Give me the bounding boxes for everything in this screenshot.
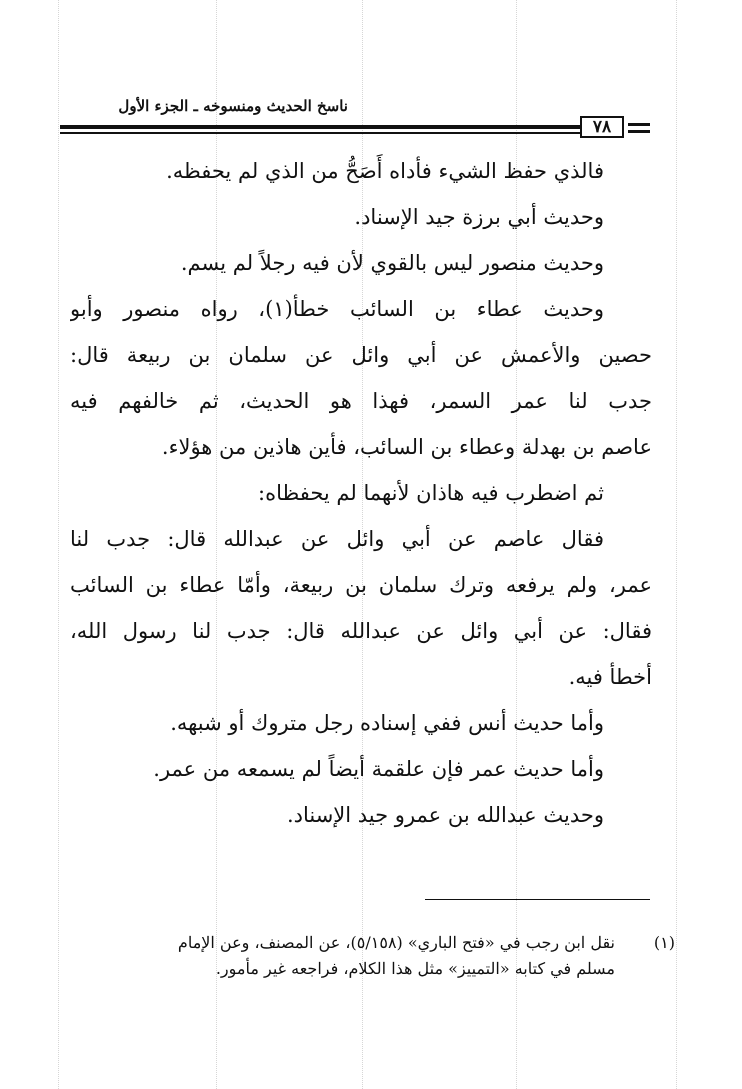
paragraph — [70, 516, 652, 700]
text-line: عاصم بن بهدلة وعطاء بن السائب، فأين هاذين من هؤلاء. — [161, 435, 652, 459]
text-line: وأما حديث أنس ففي إسناده رجل متروك أو شبهه. — [170, 711, 604, 735]
text-line: وحديث عطاء بن السائب خطأ(١)، رواه منصور وأبو — [70, 297, 604, 321]
page-number-rule — [628, 130, 650, 133]
header-rule-thin — [60, 132, 580, 134]
scan-grid-line — [676, 0, 677, 1089]
paragraph — [70, 240, 652, 286]
text-line: وحديث عبدالله بن عمرو جيد الإسناد. — [286, 803, 604, 827]
paragraph — [70, 470, 652, 516]
text-line: وحديث أبي برزة جيد الإسناد. — [354, 205, 604, 229]
footnote-separator — [425, 899, 650, 900]
footnote-line: نقل ابن رجب في «فتح الباري» (٥/١٥٨)، عن المصنف، وعن الإمام — [177, 933, 615, 952]
paragraph — [70, 148, 652, 194]
footnotes — [55, 930, 675, 982]
footnote-text — [55, 930, 615, 982]
text-line: حصين والأعمش عن أبي وائل عن سلمان بن ربيعة قال: — [70, 343, 652, 367]
text-line: وحديث منصور ليس بالقوي لأن فيه رجلاً لم يسم. — [180, 251, 604, 275]
header-rule — [60, 125, 580, 129]
page-number: ٧٨ — [580, 116, 624, 138]
paragraph — [70, 194, 652, 240]
text-line: جدب لنا عمر السمر، فهذا هو الحديث، ثم خالفهم فيه — [70, 389, 652, 413]
paragraph — [70, 700, 652, 746]
scan-grid-line — [58, 0, 59, 1089]
text-line: فقال: عن أبي وائل عن عبدالله قال: جدب لنا رسول الله، — [70, 619, 652, 643]
text-line: عمر، ولم يرفعه وترك سلمان بن ربيعة، وأمّا عطاء بن السائب — [70, 573, 652, 597]
running-header-title: ناسخ الحديث ومنسوخه ـ الجزء الأول — [118, 97, 348, 115]
text-line: أخطأ فيه. — [568, 665, 652, 689]
text-line: فقال عاصم عن أبي وائل عن عبدالله قال: جدب لنا — [70, 527, 604, 551]
body-text — [70, 148, 652, 838]
text-line: فالذي حفظ الشيء فأداه أَصَحُّ من الذي لم يحفظه. — [166, 159, 604, 183]
footnote-line: مسلم في كتابه «التمييز» مثل هذا الكلام، فراجعه غير مأمور. — [215, 959, 615, 978]
paragraph — [70, 792, 652, 838]
page-number-rule — [628, 123, 650, 126]
footnote — [55, 930, 675, 982]
paragraph — [70, 286, 652, 470]
text-line: ثم اضطرب فيه هاذان لأنهما لم يحفظاه: — [258, 481, 604, 505]
text-line: وأما حديث عمر فإن علقمة أيضاً لم يسمعه من عمر. — [153, 757, 604, 781]
footnote-marker: (١) — [653, 933, 675, 952]
paragraph — [70, 746, 652, 792]
